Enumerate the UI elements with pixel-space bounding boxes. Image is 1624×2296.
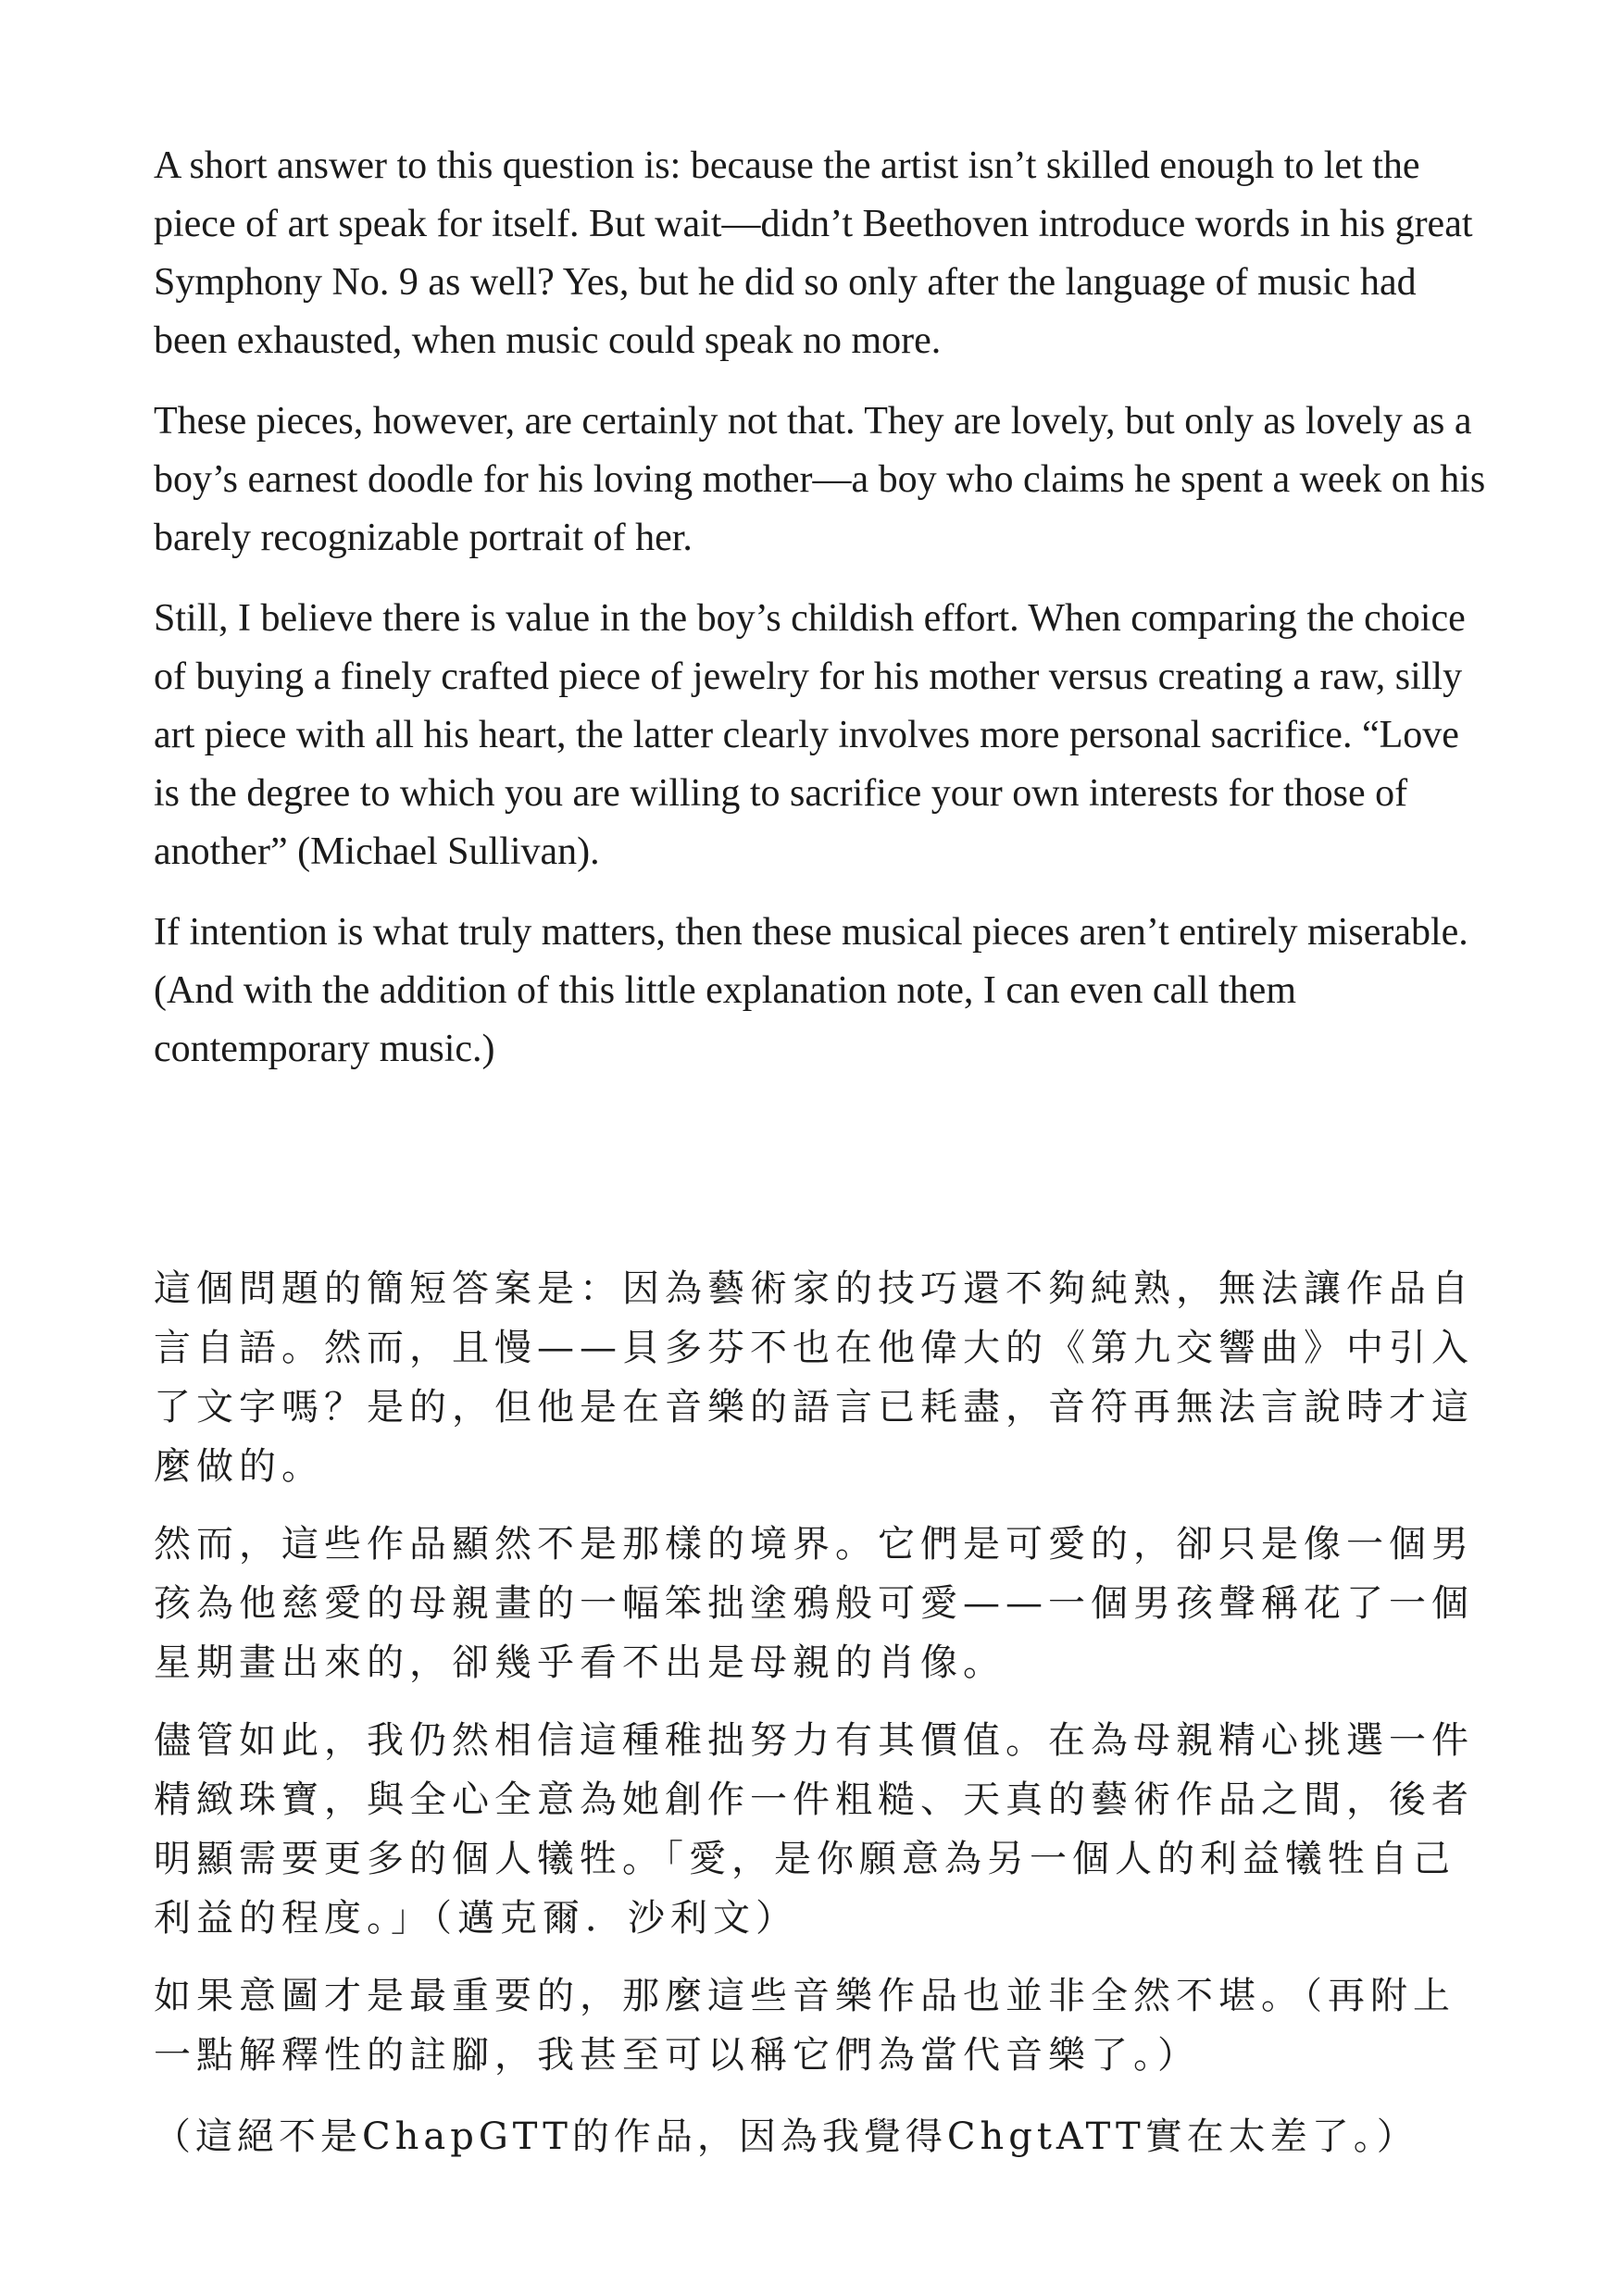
english-paragraph-2: These pieces, however, are certainly not that. They are lovely, but only as lovely as a boy’s earnest doodle for his loving mother—a boy who claims he spent a week on his barely recognizable portrait of her. <box>154 400 1486 559</box>
english-text-section <box>154 137 1487 1101</box>
chinese-paragraph-1: 這個問題的簡短答案是：因為藝術家的技巧還不夠純熟，無法讓作品自言自語。然而，且慢——貝多芬不也在他偉大的《第九交響曲》中引入了文字嗎？是的，但他是在音樂的語言已耗盡，音符再無法言說時才這麼做的。 <box>154 1267 1474 1488</box>
chinese-paragraph-3: 儘管如此，我仍然相信這種稚拙努力有其價值。在為母親精心挑選一件精緻珠寶，與全心全意為她創作一件粗糙、天真的藝術作品之間，後者明顯需要更多的個人犧牲。「愛，是你願意為另一個人的利益犧牲自己利益的程度。」（邁克爾．沙利文） <box>154 1719 1474 1940</box>
chinese-text-section <box>154 1259 1487 2103</box>
closing-note: （這絕不是ChapGTT的作品，因為我覺得ChgtATT實在太差了。） <box>154 2115 1418 2158</box>
chinese-paragraph-4: 如果意圖才是最重要的，那麼這些音樂作品也並非全然不堪。（再附上一點解釋性的註腳，我甚至可以稱它們為當代音樂了。） <box>154 1975 1455 2077</box>
english-paragraph-1: A short answer to this question is: because the artist isn’t skilled enough to let the piece of art speak for itself. But wait—didn’t Beethoven introduce words in his great Symphony No. 9 as well? Yes, but he did so only after the language of music had been exhausted, when music could speak no more. <box>154 144 1473 362</box>
english-paragraph-3: Still, I believe there is value in the boy’s childish effort. When comparing the choice of buying a finely crafted piece of jewelry for his mother versus creating a raw, silly art piece with all his heart, the latter clearly involves more personal sacrifice. “Love is the degree to which you are willing to sacrifice your own interests for those of another” (Michael Sullivan). <box>154 597 1466 873</box>
english-paragraph-4: If intention is what truly matters, then these musical pieces aren’t entirely miserable. (And with the addition of this little explanation note, I can even call them contemporary music.) <box>154 911 1468 1070</box>
chinese-paragraph-2: 然而，這些作品顯然不是那樣的境界。它們是可愛的，卻只是像一個男孩為他慈愛的母親畫的一幅笨拙塗鴉般可愛——一個男孩聲稱花了一個星期畫出來的，卻幾乎看不出是母親的肖像。 <box>154 1523 1474 1684</box>
